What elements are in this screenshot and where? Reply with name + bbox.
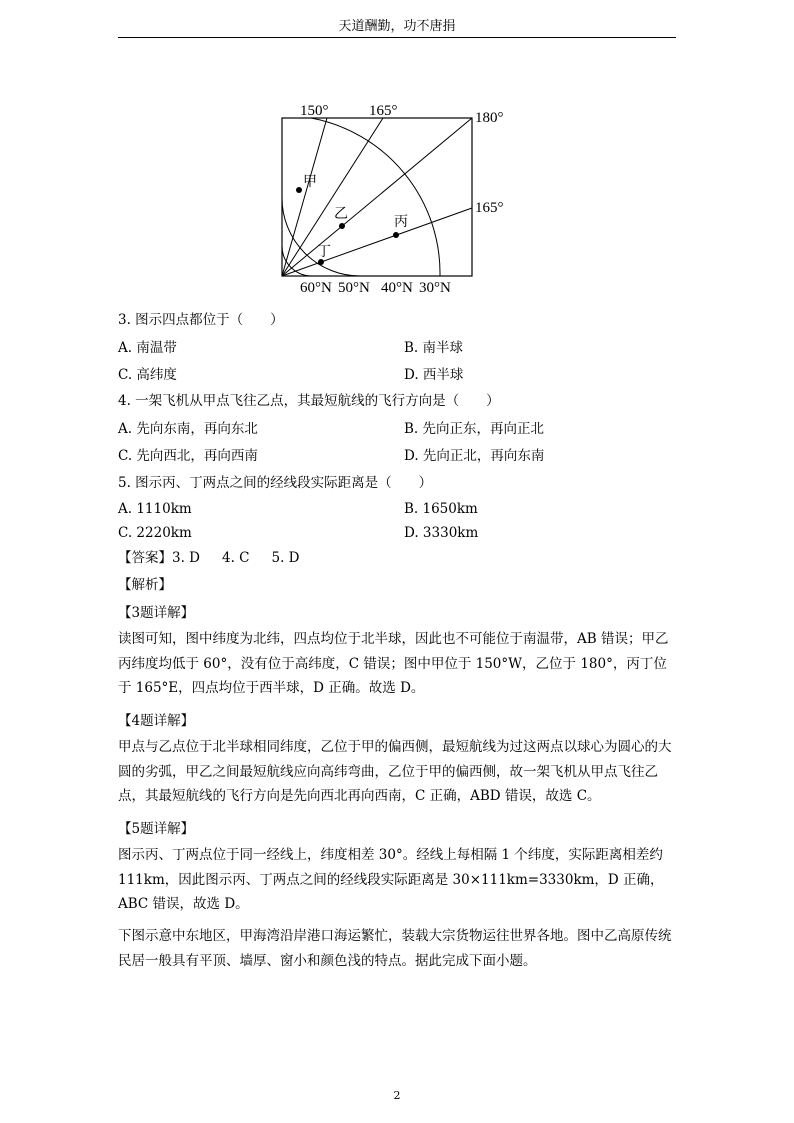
q5-stem: 5. 图示丙、丁两点之间的经线段实际距离是（ ）: [118, 475, 433, 491]
analysis-title: 【解析】: [118, 577, 172, 593]
next-intro: 下图示意中东地区，甲海湾沿岸港口海运繁忙，装载大宗货物运往世界各地。图中乙高原传统民居一般具有平顶、墙厚、窗小和颜色浅的特点。据此完成下面小题。: [118, 928, 672, 969]
point-label-yi: 乙: [334, 206, 348, 222]
answer-5: 5. D: [271, 550, 300, 566]
lat-label-50: 50°N: [338, 280, 370, 296]
detail-3-title: 【3题详解】: [118, 605, 195, 621]
q3-option-c: C. 高纬度: [118, 367, 177, 383]
lon-label-180: 180°: [475, 110, 504, 126]
meridian-180: [282, 118, 472, 276]
q3-stem: 3. 图示四点都位于（ ）: [118, 312, 284, 328]
point-jia: [296, 187, 302, 193]
lon-label-165e: 165°: [475, 200, 504, 216]
detail-5-title: 【5题详解】: [118, 821, 195, 837]
q5-option-a: A. 1110km: [118, 501, 192, 517]
graticule-diagram: [270, 98, 520, 298]
lat-label-60: 60°N: [300, 280, 332, 296]
detail-5-text: 图示丙、丁两点位于同一经线上，纬度相差 30°。经线上每相隔 1 个纬度，实际距离相差约 111km，因此图示丙、丁两点之间的经线段实际距离是 30×111km=3330km，D 正确，ABC 错误，故选 D。: [118, 847, 664, 912]
q3-option-a: A. 南温带: [118, 340, 177, 356]
lat-label-30: 30°N: [419, 280, 451, 296]
page-header: 天道酬勤，功不唐捐: [118, 16, 676, 38]
q4-option-c: C. 先向西北，再向西南: [118, 448, 258, 464]
meridian-165w: [282, 118, 383, 276]
page-number: 2: [393, 1089, 401, 1102]
lat-label-40: 40°N: [381, 280, 413, 296]
point-label-bing: 丙: [394, 214, 408, 230]
q4-option-b: B. 先向正东，再向正北: [404, 421, 545, 437]
detail-4-title: 【4题详解】: [118, 713, 195, 729]
point-label-ding: 丁: [317, 244, 331, 260]
q5-option-d: D. 3330km: [404, 525, 479, 541]
detail-3-text: 读图可知，图中纬度为北纬，四点均位于北半球，因此也不可能位于南温带，AB 错误；甲乙丙纬度均低于 60°，没有位于高纬度，C 错误；图中甲位于 150°W，乙位于 180°，丙丁位于 165°E，四点均位于西半球，D 正确。故选 D。: [118, 631, 669, 696]
point-yi: [339, 223, 345, 229]
q3-option-d: D. 西半球: [404, 367, 464, 383]
lon-label-150: 150°: [300, 103, 329, 119]
detail-4-text: 甲点与乙点位于北半球相同纬度，乙位于甲的偏西侧，最短航线为过这两点以球心为圆心的大圆的劣弧，甲乙之间最短航线应向高纬弯曲，乙位于甲的偏西侧，故一架飞机从甲点飞往乙点，其最短航线的飞行方向是先向西北再向西南，C 正确，ABD 错误，故选 C。: [118, 739, 672, 804]
lon-label-165w: 165°: [369, 103, 398, 119]
answer-line: [118, 549, 322, 567]
map-figure: [270, 98, 520, 298]
q4-option-d: D. 先向正北，再向东南: [404, 448, 545, 464]
q3-option-b: B. 南半球: [404, 340, 464, 356]
answer-label: 【答案】3. D: [118, 550, 200, 566]
point-label-jia: 甲: [303, 174, 317, 190]
meridian-165e: [282, 208, 472, 276]
answer-4: 4. C: [222, 550, 250, 566]
q4-option-a: A. 先向东南，再向东北: [118, 421, 258, 437]
q5-option-c: C. 2220km: [118, 525, 192, 541]
q4-stem: 4. 一架飞机从甲点飞往乙点，其最短航线的飞行方向是（ ）: [118, 393, 500, 409]
point-bing: [393, 232, 399, 238]
q5-option-b: B. 1650km: [404, 501, 478, 517]
